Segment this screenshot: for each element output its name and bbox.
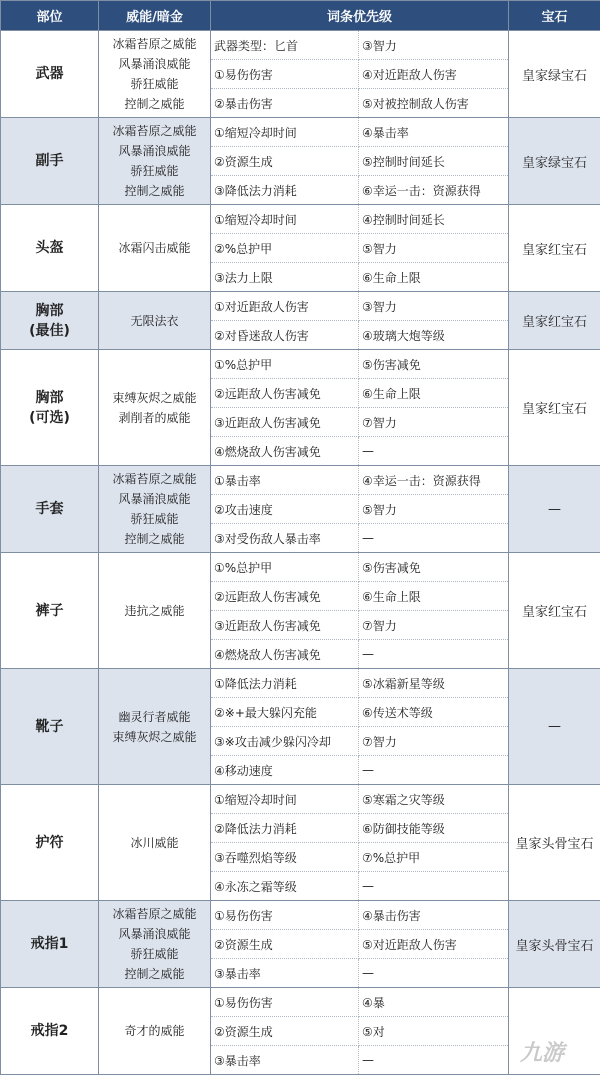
priority-item: ⑥幸运一击：资源获得	[359, 176, 509, 205]
priority-item: —	[359, 959, 509, 988]
gear-part: 裤子	[1, 553, 99, 669]
priority-item: —	[359, 640, 509, 669]
gear-part: 胸部 (最佳)	[1, 292, 99, 350]
priority-item: ⑦智力	[359, 408, 509, 437]
priority-item: ⑥传送术等级	[359, 698, 509, 727]
priority-item: ④玻璃大炮等级	[359, 321, 509, 350]
power-item: 无限法衣	[130, 313, 179, 328]
power-item: 束缚灰烬之威能	[112, 390, 197, 405]
priority-item: ③近距敌人伤害减免	[211, 611, 359, 640]
table-row	[1, 901, 600, 930]
table-row	[1, 785, 600, 814]
power-item: 风暴涌浪威能	[118, 144, 191, 158]
priority-item: ①缩短冷却时间	[211, 205, 359, 234]
priority-item: ⑤对被控制敌人伤害	[359, 89, 509, 118]
priority-item: ③法力上限	[211, 263, 359, 292]
power-list	[99, 118, 211, 205]
priority-item: —	[359, 1046, 509, 1075]
power-item: 冰霜苔原之威能	[112, 37, 197, 51]
priority-item: ②远距敌人伤害减免	[211, 582, 359, 611]
gear-part: 胸部 (可选)	[1, 350, 99, 466]
priority-item: ⑤伤害减免	[359, 350, 509, 379]
priority-item: ⑥防御技能等级	[359, 814, 509, 843]
priority-item: ①缩短冷却时间	[211, 118, 359, 147]
gem-cell: —	[509, 466, 600, 553]
gear-part: 武器	[1, 31, 99, 118]
table-row	[1, 350, 600, 379]
header-gem: 宝石	[509, 1, 600, 31]
priority-item: ①暴击率	[211, 466, 359, 495]
power-list	[99, 292, 211, 350]
priority-item: ②攻击速度	[211, 495, 359, 524]
gear-part: 戒指1	[1, 901, 99, 988]
gem-cell: 皇家红宝石	[509, 292, 600, 350]
gem-cell: 皇家红宝石	[509, 205, 600, 292]
priority-item: ③暴击率	[211, 959, 359, 988]
power-item: 冰霜苔原之威能	[112, 472, 197, 486]
power-list	[99, 669, 211, 785]
gem-cell: 皇家头骨宝石	[509, 785, 600, 901]
power-list	[99, 350, 211, 466]
priority-item: ④燃烧敌人伤害减免	[211, 640, 359, 669]
power-item: 骄狂威能	[130, 77, 179, 91]
power-item: 违抗之威能	[124, 603, 185, 618]
priority-item: ⑤智力	[359, 495, 509, 524]
gem-cell: 皇家绿宝石	[509, 118, 600, 205]
power-item: 冰霜苔原之威能	[112, 907, 197, 921]
power-item: 奇才的威能	[124, 1024, 185, 1038]
priority-item: ①易伤伤害	[211, 988, 359, 1017]
power-item: 骄狂威能	[130, 512, 179, 526]
priority-item: ⑤对	[359, 1017, 509, 1046]
power-item: 控制之威能	[124, 184, 185, 198]
gem-cell: 皇家红宝石	[509, 553, 600, 669]
priority-item: ②暴击伤害	[211, 89, 359, 118]
table-row	[1, 669, 600, 698]
priority-item: 武器类型：匕首	[211, 31, 359, 60]
power-list	[99, 901, 211, 988]
power-item: 风暴涌浪威能	[118, 57, 191, 71]
gem-cell: —	[509, 669, 600, 785]
priority-item: ①对近距敌人伤害	[211, 292, 359, 321]
gem-cell: 皇家红宝石	[509, 350, 600, 466]
priority-item: ④暴	[359, 988, 509, 1017]
priority-item: ①缩短冷却时间	[211, 785, 359, 814]
priority-item: ③对受伤敌人暴击率	[211, 524, 359, 553]
priority-item: ⑥生命上限	[359, 582, 509, 611]
power-item: 风暴涌浪威能	[118, 492, 191, 506]
power-list	[99, 31, 211, 118]
power-item: 束缚灰烬之威能	[112, 729, 197, 744]
gear-part: 戒指2	[1, 988, 99, 1075]
header-power: 威能/暗金	[99, 1, 211, 31]
power-list	[99, 785, 211, 901]
priority-item: ①%总护甲	[211, 553, 359, 582]
priority-item: ④暴击伤害	[359, 901, 509, 930]
priority-item: ⑥生命上限	[359, 379, 509, 408]
priority-item: —	[359, 437, 509, 466]
priority-item: ②资源生成	[211, 1017, 359, 1046]
power-item: 冰霜闪击威能	[118, 241, 191, 255]
table-row	[1, 988, 600, 1017]
table-row	[1, 553, 600, 582]
priority-item: ①降低法力消耗	[211, 669, 359, 698]
power-item: 冰霜苔原之威能	[112, 124, 197, 138]
priority-item: ④幸运一击：资源获得	[359, 466, 509, 495]
priority-item: ⑤控制时间延长	[359, 147, 509, 176]
priority-item: —	[359, 524, 509, 553]
table-row	[1, 31, 600, 60]
watermark-logo: 九游	[520, 1041, 565, 1066]
gem-cell: 皇家绿宝石	[509, 31, 600, 118]
priority-item: ⑤伤害减免	[359, 553, 509, 582]
priority-item: ④燃烧敌人伤害减免	[211, 437, 359, 466]
table-row	[1, 205, 600, 234]
priority-item: ③近距敌人伤害减免	[211, 408, 359, 437]
priority-item: ⑦智力	[359, 727, 509, 756]
priority-item: ④控制时间延长	[359, 205, 509, 234]
power-item: 控制之威能	[124, 967, 185, 981]
priority-item: ③智力	[359, 31, 509, 60]
priority-item: ①%总护甲	[211, 350, 359, 379]
power-item: 骄狂威能	[130, 947, 179, 961]
power-item: 控制之威能	[124, 532, 185, 546]
table-row	[1, 466, 600, 495]
priority-item: ③降低法力消耗	[211, 176, 359, 205]
priority-item: ①易伤伤害	[211, 60, 359, 89]
header-part: 部位	[1, 1, 99, 31]
priority-item: —	[359, 872, 509, 901]
power-item: 剥削者的威能	[118, 410, 191, 425]
priority-item: ③暴击率	[211, 1046, 359, 1075]
priority-item: ⑦%总护甲	[359, 843, 509, 872]
table-row	[1, 118, 600, 147]
power-item: 骄狂威能	[130, 164, 179, 178]
table-row	[1, 292, 600, 321]
priority-item: ③吞噬烈焰等级	[211, 843, 359, 872]
priority-item: ④永冻之霜等级	[211, 872, 359, 901]
priority-item: ⑥生命上限	[359, 263, 509, 292]
priority-item: ②%总护甲	[211, 234, 359, 263]
power-item: 控制之威能	[124, 97, 185, 111]
priority-item: ⑤智力	[359, 234, 509, 263]
priority-item: ③智力	[359, 292, 509, 321]
gear-part: 护符	[1, 785, 99, 901]
priority-item: ②资源生成	[211, 930, 359, 959]
priority-item: ④对近距敌人伤害	[359, 60, 509, 89]
priority-item: ②对昏迷敌人伤害	[211, 321, 359, 350]
priority-item: ②※+最大躲闪充能	[211, 698, 359, 727]
priority-item: ④暴击率	[359, 118, 509, 147]
priority-item: —	[359, 756, 509, 785]
priority-item: ⑤寒霜之灾等级	[359, 785, 509, 814]
power-list	[99, 205, 211, 292]
power-item: 风暴涌浪威能	[118, 927, 191, 941]
priority-item: ②降低法力消耗	[211, 814, 359, 843]
priority-item: ⑦智力	[359, 611, 509, 640]
header-row	[1, 1, 600, 31]
priority-item: ⑤对近距敌人伤害	[359, 930, 509, 959]
header-priority: 词条优先级	[211, 1, 509, 31]
priority-item: ③※攻击减少躲闪冷却	[211, 727, 359, 756]
priority-item: ②远距敌人伤害减免	[211, 379, 359, 408]
gear-part: 副手	[1, 118, 99, 205]
gear-part: 手套	[1, 466, 99, 553]
gear-part: 头盔	[1, 205, 99, 292]
priority-item: ①易伤伤害	[211, 901, 359, 930]
priority-item: ⑤冰霜新星等级	[359, 669, 509, 698]
power-list	[99, 988, 211, 1075]
power-item: 冰川威能	[130, 835, 179, 850]
power-item: 幽灵行者威能	[118, 709, 191, 724]
priority-item: ②资源生成	[211, 147, 359, 176]
gear-part: 靴子	[1, 669, 99, 785]
priority-item: ④移动速度	[211, 756, 359, 785]
power-list	[99, 466, 211, 553]
power-list	[99, 553, 211, 669]
gem-cell: 皇家头骨宝石	[509, 901, 600, 988]
